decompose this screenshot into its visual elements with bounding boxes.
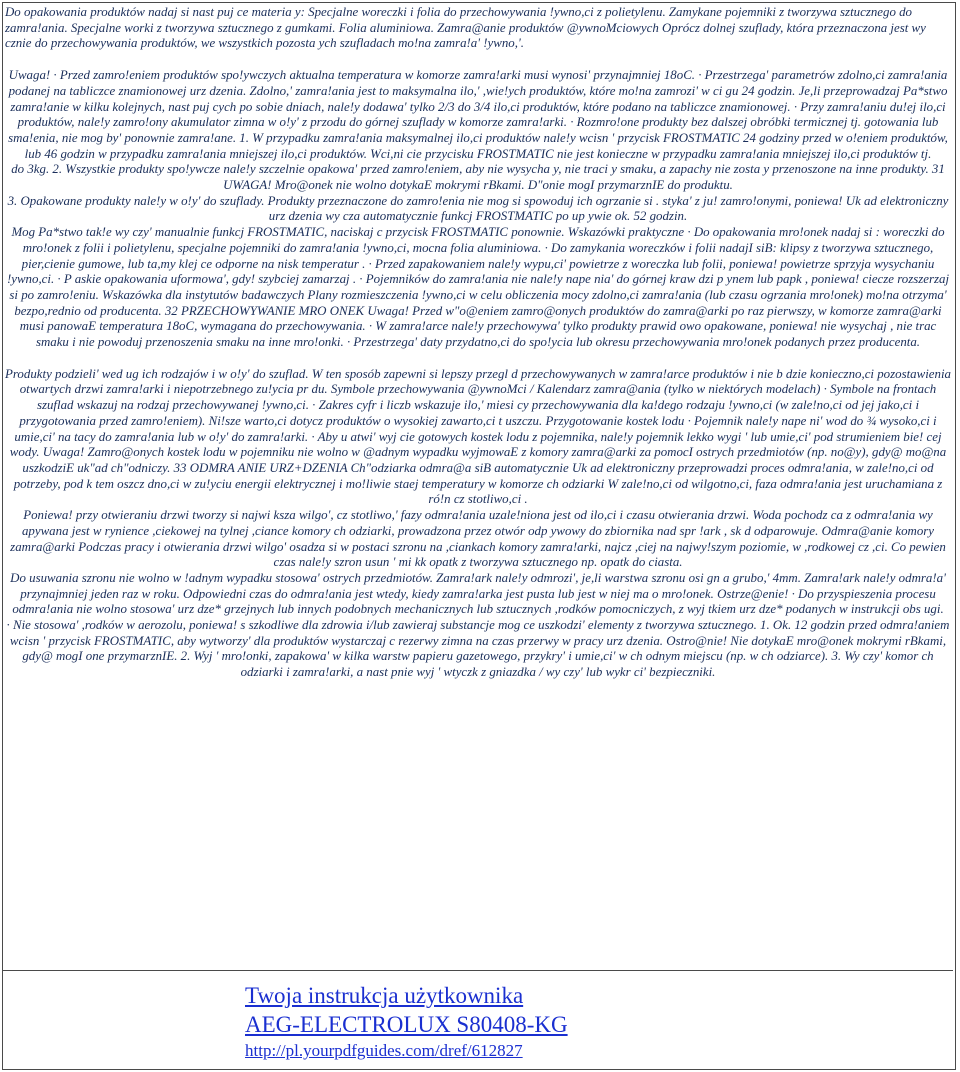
paragraph: do 3kg. 2. Wszystkie produkty spo!ywcze nale!y szczelnie opakowa' przed zamro!eniem, aby nie wysycha y, nie traci y smaku, a zapachy nie zosta y przenoszone na inne produkty. 31 UWAGA! Mro@onek nie wolno dotykaE mokrymi rBkami. D"onie mogI przymarznIE do produktu.	[11, 162, 945, 193]
manual-title-link[interactable]: Twoja instrukcja użytkownika	[245, 983, 524, 1008]
paragraph-spacer	[5, 351, 951, 367]
paragraph-spacer	[5, 52, 951, 68]
paragraph: Produkty podzieli' wed ug ich rodzajów i w o!y' do szuflad. W ten sposób zapewni si lepszy przegl d przechowywanych w zamra!arce produktów i nie b dzie konieczno,ci pozostawienia otwartych drzwi zamra!arki i niepotrzebnego zu!ycia pr du. Symbole przechowywania @ywnoMci / Kalendarz zamra@ania (tylko w niektórych modelach) · Symbole na frontach szuflad wskazuj na rodzaj przechowywanej !ywno,ci. · Zakres cyfr i liczb wskazuje ilo,' miesi cy przechowywania dla ka!dego rodzaju !ywno,ci (w zale!no,ci od jej jako,ci i przygotowania przed zamro!eniem). Ni!sze warto,ci dotycz produktów o wysokiej zawarto,ci t uszczu. Przygotowanie kostek lodu · Pojemnik nale!y nape ni' wod do ¾ wysoko,ci i umie,ci' na tacy do zamra!ania lub w o!y' do zamra!arki. · Aby u atwi' wyj cie gotowych kostek lodu z pojemnika, nale!y pojemnik lekko wygi ' lub umie,ci' pod strumieniem bie! cej wody. Uwaga! Zamro@onych kostek lodu w pojemniku nie wolno w @adnym wypadku wyjmowaE z komory zamra@arki za pomocI ostrych przedmiotów (np. no@y), gdy@ mo@na uszkodziE uk"ad ch"odniczy. 33 ODMRA ANIE URZ+DZENIA Ch"odziarka odmra@a siB automatycznie Uk ad elektroniczny przeprowadzi proces odmra!ania, w zale!no,ci od potrzeby, pod k tem oszcz dno,ci w zu!yciu energii elektrycznej i mo!liwie staej temperatury w komorze ch odziarki W zale!no,ci od wilgotno,ci, faza odmra!ania jest uruchamiana z ró!n cz stotliwo,ci .	[5, 366, 951, 507]
paragraph: Do opakowania produktów nadaj si nast puj ce materia y: Specjalne woreczki i folia do przechowywania !ywno,ci z polietylenu. Zamykane pojemniki z tworzywa sztucznego do zamra!ania. Specjalne worki z tworzywa sztucznego z gumkami. Folia aluminiowa. Zamra@anie produktów @ywnoMciowych Oprócz dolnej szuflady, która przeznaczona jest wy cznie do przechowywania produktów, we wszystkich pozosta ych szufladach mo!na zamra!a' !ywno,'.	[5, 5, 926, 51]
paragraph: Do usuwania szronu nie wolno w !adnym wypadku stosowa' ostrych przedmiotów. Zamra!ark nale!y odmrozi', je,li warstwa szronu osi gn a grubo,' 4mm. Zamra!ark nale!y odmra!a' przynajmniej jeden raz w roku. Odpowiedni czas do odmra!ania jest wtedy, kiedy zamra!arka jest pusta lub jest w niej ma o mro!onek. Ostrze@enie! · Do przyspieszenia procesu odmra!ania nie wolno stosowa' urz dze* grzejnych lub innych podobnych mechanicznych lub sztucznych ,rodków pomocniczych, z wyj tkiem urz dze* podanych w instrukcji obs ugi.	[10, 570, 946, 617]
paragraph: · Nie stosowa' ,rodków w aerozolu, poniewa! s szkodliwe dla zdrowia i/lub zawieraj substancje mog ce uszkodzi' elementy z tworzywa sztucznego. 1. Ok. 12 godzin przed odmra!aniem wcisn ' przycisk FROSTMATIC, aby wytworzy' dla produktów wystarczaj c rezerwy zimna na czas przerwy w pracy urz dzenia. Ostro@nie! Nie dotykaE mro@onek mokrymi rBkami, gdy@ mogI one przymarznIE. 2. Wyj ' mro!onki, zapakowa' w kilka warstw papieru gazetowego, przykry' i umie,ci' w ch odnym miejscu (np. w ch odziarce). 3. Wy czy' komor ch odziarki i zamra!arki, a nast pnie wyj ' wtyczk z gniazdka / wy czy' lub wykr ci' bezpieczniki.	[6, 618, 950, 680]
paragraph: Poniewa! przy otwieraniu drzwi tworzy si najwi ksza wilgo', cz stotliwo,' fazy odmra!ania uzale!niona jest od ilo,ci i czasu otwierania drzwi. Woda pochodz ca z odmra!ania wy apywana jest w rynience ,ciekowej na tylnej ,ciance komory ch odziarki, prowadzona przez otwór odp ywowy do zbiornika nad spr !ark , sk d odparowuje. Odmra@anie komory zamra@arki Podczas pracy i otwierania drzwi wilgo' osadza si w postaci szronu na ,ciankach komory zamra!arki, najcz ,ciej na najwy!szym poziomie, w ,rodkowej cz ,ci. Co pewien czas nale!y szron usun ' mi kk opatk z tworzywa sztucznego np. opatk do ciasta.	[10, 508, 946, 570]
paragraph: Mog Pa*stwo tak!e wy czy' manualnie funkcj FROSTMATIC, naciskaj c przycisk FROSTMATIC ponownie. Wskazówki praktyczne · Do opakowania mro!onek nadaj si : woreczki do mro!onek z folii i polietylenu, specjalne pojemniki do zamra!ania !ywno,ci, mocna folia aluminiowa. · Do zamykania woreczków i folii nadajI siB: klipsy z tworzywa sztucznego, pier,cienie gumowe, lub ta,my klej ce odporne na nisk temperatur . · Przed zapakowaniem nale!y wypu,ci' powietrze z woreczka lub folii, poniewa! powietrze sprzyja wysychaniu !ywno,ci. · P askie opakowania uformowa', gdy! szybciej zamarzaj . · Pojemników do zamra!ania nie nale!y nape nia' do górnej kraw dzi p ynem lub papk , poniewa! ciecze rozszerzaj si po zamro!eniu. Wskazówka dla instytutów badawczych Plany rozmieszczenia !ywno,ci w celu obliczenia mocy zdolno,ci zamra!ania (lub czasu ogrzania mro!onek) mo!na otrzyma' bezpo,rednio od producenta. 32 PRZECHOWYWANIE MRO ONEK Uwaga! Przed w"o@eniem zamro@onych produktów do zamra@arki po raz pierwszy, w komorze zamra@arki musi panowaE temperatura 18oC, wymagana do przechowywania. · W zamra!arce nale!y przechowywa' tylko produkty prawid owo opakowane, poniewa! nie wysychaj , nie trac smaku i nie powoduj przenoszenia smaku na inne mro!onki. · Przestrzega' daty przydatno,ci do spo!ycia lub okresu przechowywania mro!onek podanych przez producenta.	[6, 225, 950, 350]
footer-links	[245, 981, 568, 1063]
footer	[3, 970, 953, 1067]
paragraph: Uwaga! · Przed zamro!eniem produktów spo!ywczych aktualna temperatura w komorze zamra!arki musi wynosi' przynajmniej 18oC. · Przestrzega' parametrów zdolno,ci zamra!ania podanej na tabliczce znamionowej urz dzenia. Zdolno,' zamra!ania jest to maksymalna ilo,' ,wie!ych produktów, które mo!na zamrozi' w ci gu 24 godzin. Je,li przeprowadzaj Pa*stwo zamra!anie w kilku kolejnych, nast puj cych po sobie dniach, nale!y dodawa' tylko 2/3 do 3/4 ilo,ci produktów, które podano na tabliczce znamionowej. · Przy zamra!aniu du!ej ilo,ci produktów, nale!y zamro!ony akumulator zimna w o!y' z przodu do górnej szuflady w komorze zamra!arki. · Rozmro!one produkty bez dalszej obróbki termicznej tj. gotowania lub sma!enia, nie mog by' ponownie zamra!ane. 1. W przypadku zamra!ania maksymalnej ilo,ci produktów nale!y wcisn ' przycisk FROSTMATIC 24 godziny przed w o!eniem produktów, lub 46 godzin w przypadku zamra!ania mniejszej ilo,ci produktów. Wci,ni cie przycisku FROSTMATIC nie jest konieczne w przypadku zamra!ania mniejszej ilo,ci produktów tj.	[8, 68, 948, 161]
model-link[interactable]: AEG-ELECTROLUX S80408-KG	[245, 1012, 568, 1037]
document-body	[5, 5, 951, 681]
paragraph: 3. Opakowane produkty nale!y w o!y' do szuflady. Produkty przeznaczone do zamro!enia nie mog si spowoduj ich ogrzanie si . styka' z ju! zamro!onymi, poniewa! Uk ad elektroniczny urz dzenia wy cza automatycznie funkcj FROSTMATIC po up ywie ok. 52 godzin.	[7, 193, 949, 224]
url-link[interactable]: http://pl.yourpdfguides.com/dref/612827	[245, 1041, 523, 1060]
